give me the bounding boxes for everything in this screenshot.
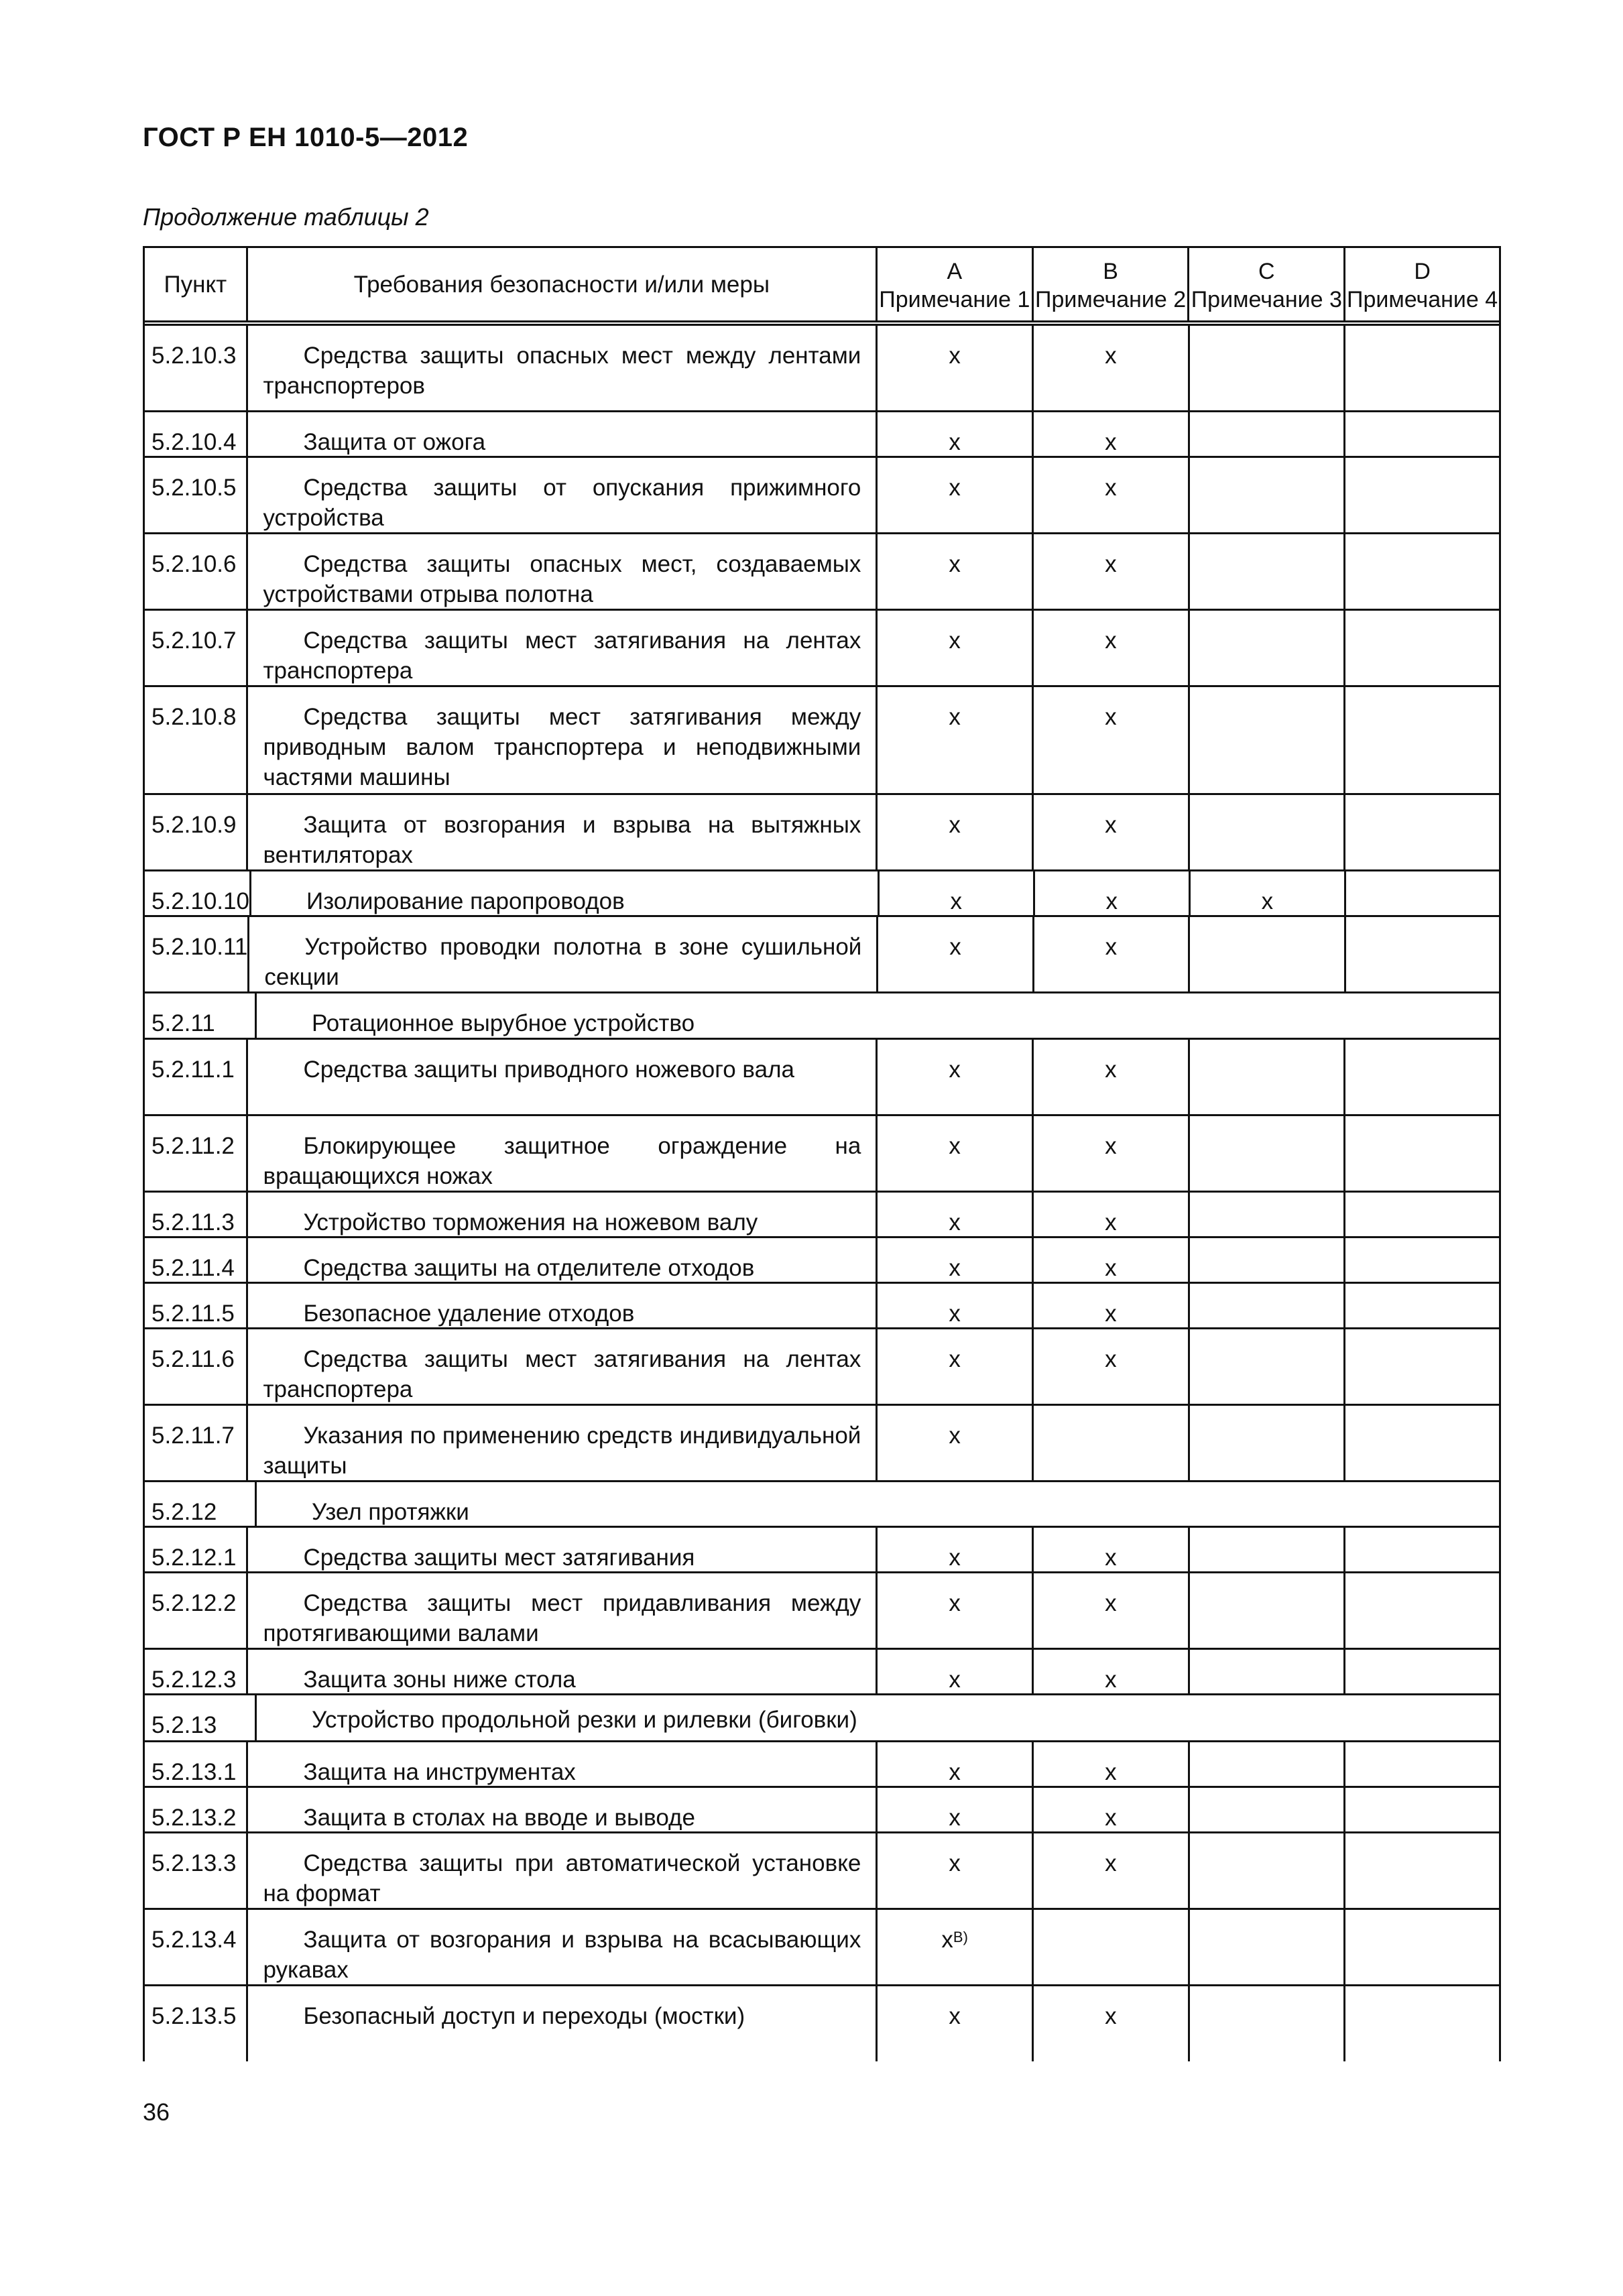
mark-b: x [1035,871,1191,915]
requirement-text: Средства защиты мест придавливания между протягивающими валами [248,1573,878,1648]
mark-b: x [1034,1528,1190,1571]
table-row [145,795,1499,871]
table-row [145,871,1499,917]
mark-a: x [878,1193,1034,1236]
table-row [145,458,1499,534]
mark-a: x [878,1742,1034,1786]
mark-d [1345,1742,1499,1786]
mark-a: x [880,871,1035,915]
requirement-text: Средства защиты опасных мест между лентами транспортеров [248,326,878,410]
footnote-marker: B) [953,1929,968,1945]
table-row [145,1284,1499,1329]
mark-d [1345,458,1499,532]
mark-a: x [878,534,1034,609]
item-number: 5.2.10.11 [145,917,249,991]
item-number: 5.2.10.4 [145,412,248,456]
mark-d [1345,1650,1499,1693]
requirement-text: Защита зоны ниже стола [248,1650,878,1693]
mark-d [1345,534,1499,609]
mark-a: x [878,1116,1034,1191]
item-number: 5.2.11.2 [145,1116,248,1191]
item-number: 5.2.13 [145,1695,257,1740]
table-row [145,1040,1499,1116]
mark-a: x [878,1528,1034,1571]
item-number: 5.2.10.10 [145,871,251,915]
table-row [145,1742,1499,1788]
table-row [145,687,1499,795]
mark-b: x [1034,795,1190,869]
requirement-text: Средства защиты при автоматической установке на формат [248,1833,878,1908]
mark-a: x [878,326,1034,410]
mark-c [1190,458,1346,532]
mark-a: x [878,1788,1034,1831]
mark-d [1345,687,1499,793]
mark-c [1190,687,1346,793]
mark-b: x [1034,1833,1190,1908]
section-title: Устройство продольной резки и рилевки (биговки) [312,1707,857,1733]
requirement-text: Средства защиты мест затягивания между приводным валом транспортера и неподвижными частями машины [248,687,878,793]
mark-d [1345,1116,1499,1191]
mark-a: x [878,1040,1034,1114]
mark-c [1190,534,1346,609]
table-row [145,1193,1499,1238]
mark-d [1345,1573,1499,1648]
mark-d [1345,1910,1499,1984]
table-header-row [145,248,1499,326]
mark-c [1190,1238,1346,1282]
item-number: 5.2.11.6 [145,1329,248,1404]
mark-c [1190,1193,1346,1236]
mark-c [1190,1742,1346,1786]
table-row [145,1986,1499,2061]
table-caption: Продолжение таблицы 2 [143,203,429,231]
mark-c [1190,1788,1346,1831]
requirement-text: Защита от возгорания и взрыва на всасывающих рукавах [248,1910,878,1984]
requirement-text: Средства защиты мест затягивания на лентах транспортера [248,611,878,685]
requirement-text: Устройство проводки полотна в зоне сушильной секции [249,917,878,991]
requirement-text: Средства защиты мест затягивания [248,1528,878,1571]
item-number: 5.2.11.1 [145,1040,248,1114]
mark-b: x [1034,1116,1190,1191]
requirement-text: Средства защиты опасных мест, создаваемых устройствами отрыва полотна [248,534,878,609]
mark-a: x [878,1406,1034,1480]
mark-c [1190,1528,1346,1571]
table-row [145,1329,1499,1406]
requirement-text: Изолирование паропроводов [251,871,880,915]
mark-c [1190,611,1346,685]
item-number: 5.2.11 [145,993,257,1038]
mark-a: x [878,687,1034,793]
mark-c [1190,1284,1346,1327]
item-number: 5.2.13.1 [145,1742,248,1786]
mark-a: x [878,795,1034,869]
mark-c [1190,1833,1346,1908]
page-number: 36 [143,2098,170,2126]
mark-d [1345,1406,1499,1480]
document-header: ГОСТ Р ЕН 1010-5—2012 [143,123,469,152]
item-number: 5.2.12.1 [145,1528,248,1571]
item-number: 5.2.10.7 [145,611,248,685]
item-number: 5.2.12.2 [145,1573,248,1648]
table-row [145,1833,1499,1910]
item-number: 5.2.13.2 [145,1788,248,1831]
mark-d [1345,326,1499,410]
requirement-text: Средства защиты приводного ножевого вала [248,1040,878,1114]
table-row [145,1238,1499,1284]
mark-c [1190,412,1346,456]
mark-d [1345,1329,1499,1404]
mark-c [1190,795,1346,869]
table-row [145,412,1499,458]
mark-b: x [1034,1329,1190,1404]
mark-b: x [1034,1742,1190,1786]
section-title: Ротационное вырубное устройство [312,1010,695,1036]
mark-a: x [878,1573,1034,1648]
table-row [145,1910,1499,1986]
table-row [145,1650,1499,1695]
header-col-a: A Примечание 1 [878,248,1034,320]
mark-d [1345,1986,1499,2061]
requirement-text: Средства защиты мест затягивания на лентах транспортера [248,1329,878,1404]
item-number: 5.2.10.6 [145,534,248,609]
header-col-b: B Примечание 2 [1034,248,1190,320]
item-number: 5.2.11.5 [145,1284,248,1327]
mark-b: x [1034,534,1190,609]
mark-a: x [878,1284,1034,1327]
table-section-row [145,1482,1499,1528]
item-number: 5.2.13.5 [145,1986,248,2061]
header-item: Пункт [145,248,248,320]
requirement-text: Защита от возгорания и взрыва на вытяжных вентиляторах [248,795,878,869]
mark-b: x [1034,1040,1190,1114]
mark-d [1345,1193,1499,1236]
requirement-text: Средства защиты от опускания прижимного устройства [248,458,878,532]
mark-b: x [1034,1788,1190,1831]
requirement-text: Средства защиты на отделителе отходов [248,1238,878,1282]
mark-c [1190,1406,1346,1480]
requirements-table [143,246,1501,2061]
mark-a: x [878,1329,1034,1404]
mark-b: x [1034,1650,1190,1693]
mark-c [1190,326,1346,410]
mark-a: x [878,1238,1034,1282]
table-section-row [145,1695,1499,1742]
table-row [145,1406,1499,1482]
item-number: 5.2.11.3 [145,1193,248,1236]
mark-d [1345,1284,1499,1327]
mark-d [1345,1788,1499,1831]
mark-b [1034,1406,1190,1480]
table-row [145,611,1499,687]
table-section-row [145,993,1499,1040]
mark-a: x [878,917,1034,991]
item-number: 5.2.12 [145,1482,257,1526]
requirement-text: Блокирующее защитное ограждение на вращающихся ножах [248,1116,878,1191]
table-row [145,917,1499,993]
requirement-text: Защита от ожога [248,412,878,456]
mark-a: $x^{B)}$ [878,1910,1034,1984]
requirement-text: Устройство торможения на ножевом валу [248,1193,878,1236]
mark-d [1345,1833,1499,1908]
mark-a: x [878,611,1034,685]
mark-b: x [1034,1573,1190,1648]
header-requirements: Требования безопасности и/или меры [248,248,878,320]
mark-d [1345,611,1499,685]
item-number: 5.2.13.4 [145,1910,248,1984]
mark-c [1190,1573,1346,1648]
item-number: 5.2.11.7 [145,1406,248,1480]
table-row [145,1116,1499,1193]
table-row [145,1573,1499,1650]
mark-b: x [1034,458,1190,532]
mark-b: x [1034,326,1190,410]
mark-b: x [1034,611,1190,685]
section-title: Узел протяжки [312,1499,469,1525]
mark-a: x [878,1833,1034,1908]
mark-d [1345,795,1499,869]
item-number: 5.2.13.3 [145,1833,248,1908]
mark-b: x [1034,412,1190,456]
item-number: 5.2.10.3 [145,326,248,410]
header-col-d: D Примечание 4 [1347,259,1498,312]
mark-c: x [1191,871,1346,915]
table-row [145,326,1499,412]
mark-c [1190,1910,1346,1984]
requirement-text: Защита в столах на вводе и выводе [248,1788,878,1831]
table-row [145,1788,1499,1833]
requirement-text: Безопасное удаление отходов [248,1284,878,1327]
mark-a: x [878,1650,1034,1693]
mark-d [1346,871,1499,915]
mark-b: x [1034,1193,1190,1236]
mark-d [1345,412,1499,456]
mark-b: x [1034,1986,1190,2061]
mark-a: x [878,1986,1034,2061]
mark-b: x [1034,687,1190,793]
mark-c [1190,1116,1346,1191]
requirement-text: Указания по применению средств индивидуальной защиты [248,1406,878,1480]
mark-d [1345,1238,1499,1282]
requirement-text: Безопасный доступ и переходы (мостки) [248,1986,878,2061]
mark-b: x [1034,917,1190,991]
mark-c [1190,1329,1346,1404]
mark-b: x [1034,1284,1190,1327]
item-number: 5.2.11.4 [145,1238,248,1282]
item-number: 5.2.10.8 [145,687,248,793]
table-row [145,534,1499,611]
mark-a: x [878,412,1034,456]
mark-d [1346,917,1499,991]
mark-c [1190,1040,1346,1114]
mark-c [1190,1986,1346,2061]
requirement-text: Защита на инструментах [248,1742,878,1786]
mark-a: x [878,458,1034,532]
mark-d [1345,1040,1499,1114]
mark-c [1190,1650,1346,1693]
table-row [145,1528,1499,1573]
mark-b: x [1034,1238,1190,1282]
mark-d [1345,1528,1499,1571]
item-number: 5.2.10.5 [145,458,248,532]
header-col-c: C Примечание 3 [1189,248,1345,320]
mark-b [1034,1910,1190,1984]
item-number: 5.2.10.9 [145,795,248,869]
mark-c [1190,917,1345,991]
item-number: 5.2.12.3 [145,1650,248,1693]
